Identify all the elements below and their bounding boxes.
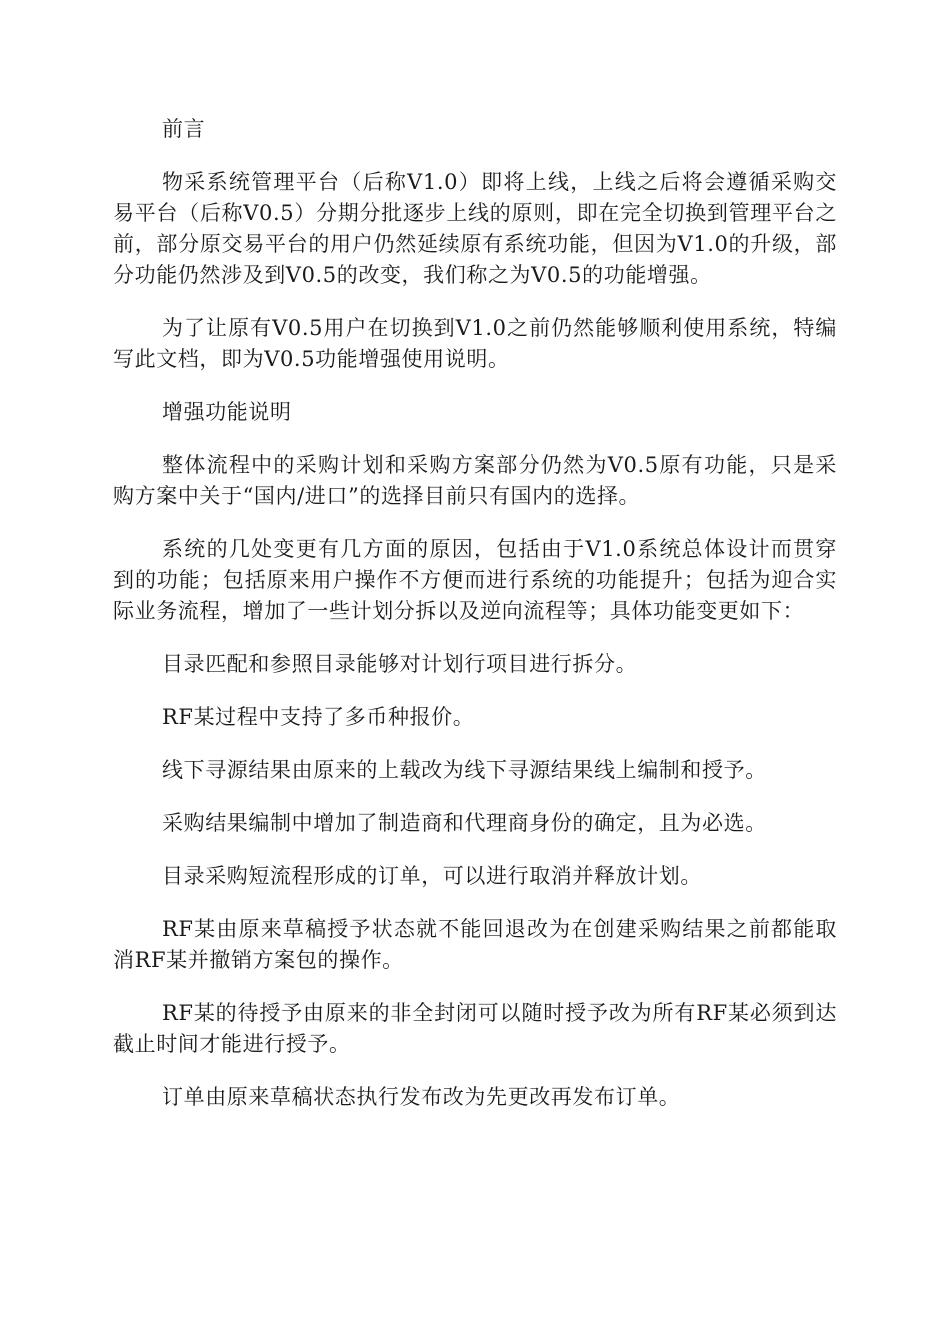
change-item-2: RF某过程中支持了多币种报价。 [162,705,475,729]
change-item-1: 目录匹配和参照目录能够对计划行项目进行拆分。 [162,652,638,676]
paragraph-purpose: 为了让原有V0.5用户在切换到V1.0之前仍然能够顺利使用系统，特编写此文档，即为V0.5功能增强使用说明。 [113,316,837,371]
section-heading-preface: 前言 [162,117,206,141]
section-heading-enhancements: 增强功能说明 [162,400,292,424]
document-body [113,114,837,1135]
paragraph-change-reasons: 系统的几处变更有几方面的原因，包括由于V1.0系统总体设计而贯穿到的功能；包括原来用户操作不方便而进行系统的功能提升；包括为迎合实际业务流程，增加了一些计划分拆以及逆向流程等；具体功能变更如下： [113,537,837,623]
change-item-6: RF某由原来草稿授予状态就不能回退改为在创建采购结果之前都能取消RF某并撤销方案包的操作。 [113,917,837,972]
change-item-5: 目录采购短流程形成的订单，可以进行取消并释放计划。 [162,864,702,888]
change-item-3: 线下寻源结果由原来的上载改为线下寻源结果线上编制和授予。 [162,758,767,782]
paragraph-intro: 物采系统管理平台（后称V1.0）即将上线，上线之后将会遵循采购交易平台（后称V0.5）分期分批逐步上线的原则，即在完全切换到管理平台之前，部分原交易平台的用户仍然延续原有系统功能，但因为V1.0的升级，部分功能仍然涉及到V0.5的改变，我们称之为V0.5的功能增强。 [113,170,837,287]
change-item-4: 采购结果编制中增加了制造商和代理商身份的确定，且为必选。 [162,811,767,835]
change-item-8: 订单由原来草稿状态执行发布改为先更改再发布订单。 [162,1085,681,1109]
change-item-7: RF某的待授予由原来的非全封闭可以随时授予改为所有RF某必须到达截止时间才能进行授予。 [113,1001,837,1056]
paragraph-overall-flow: 整体流程中的采购计划和采购方案部分仍然为V0.5原有功能，只是采购方案中关于“国内/进口”的选择目前只有国内的选择。 [113,453,837,508]
